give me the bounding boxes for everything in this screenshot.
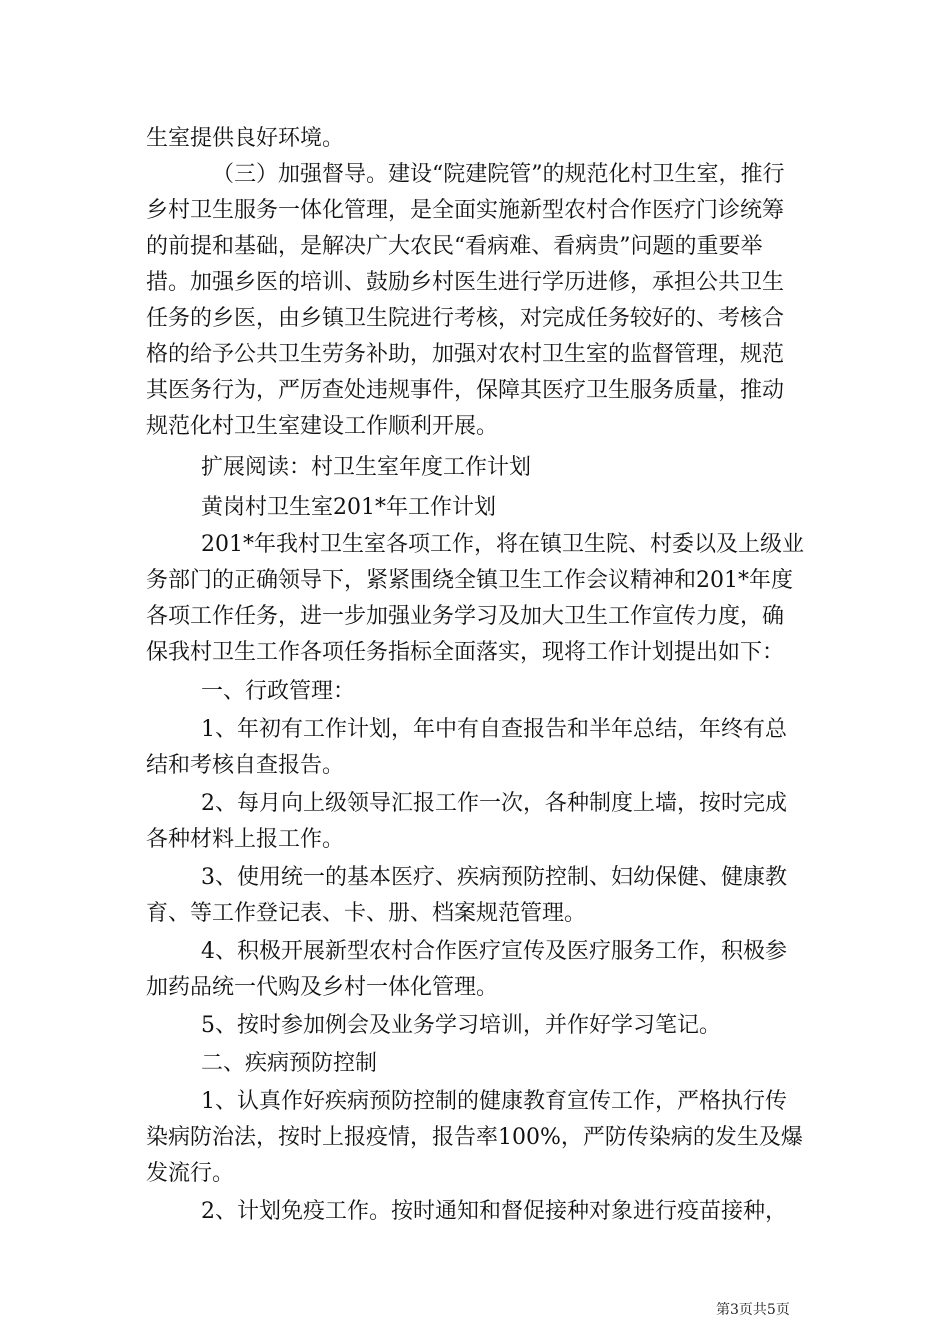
text-line: 各种材料上报工作。	[146, 827, 345, 852]
text-line: 结和考核自查报告。	[146, 753, 345, 778]
text-line: 措。加强乡医的培训、鼓励乡村医生进行学历进修，承担公共卫生	[146, 270, 785, 295]
text-line: 格的给予公共卫生劳务补助，加强对农村卫生室的监督管理，规范	[146, 342, 785, 367]
text-line: 染病防治法，按时上报疫情，报告率100%，严防传染病的发生及爆	[146, 1125, 803, 1150]
section-heading: 二、疾病预防控制	[201, 1051, 378, 1076]
text-line: 乡村卫生服务一体化管理，是全面实施新型农村合作医疗门诊统筹	[146, 198, 785, 223]
text-line: 任务的乡医，由乡镇卫生院进行考核，对完成任务较好的、考核合	[146, 306, 785, 331]
text-line: （三）加强督导。建设“院建院管”的规范化村卫生室，推行	[212, 162, 785, 187]
section-heading: 扩展阅读：村卫生室年度工作计划	[201, 455, 532, 480]
text-line: 5、按时参加例会及业务学习培训，并作好学习笔记。	[201, 1013, 721, 1038]
page-number: 第3页共5页	[716, 1302, 790, 1318]
text-line: 其医务行为，严厉查处违规事件，保障其医疗卫生服务质量，推动	[146, 378, 785, 403]
text-line: 规范化村卫生室建设工作顺利开展。	[146, 414, 499, 439]
text-line: 务部门的正确领导下，紧紧围绕全镇卫生工作会议精神和201*年度	[146, 568, 793, 593]
text-line: 保我村卫生工作各项任务指标全面落实，现将工作计划提出如下：	[146, 640, 785, 665]
text-line: 1、认真作好疾病预防控制的健康教育宣传工作，严格执行传	[201, 1089, 787, 1114]
text-line: 的前提和基础，是解决广大农民“看病难、看病贵”问题的重要举	[146, 234, 763, 259]
text-line: 发流行。	[146, 1161, 235, 1186]
text-line: 1、年初有工作计划，年中有自查报告和半年总结，年终有总	[201, 717, 787, 742]
text-line: 2、计划免疫工作。按时通知和督促接种对象进行疫苗接种，	[201, 1199, 787, 1224]
text-line: 加药品统一代购及乡村一体化管理。	[146, 975, 499, 1000]
document-title: 黄岗村卫生室201*年工作计划	[201, 495, 496, 520]
text-line: 各项工作任务，进一步加强业务学习及加大卫生工作宣传力度，确	[146, 604, 785, 629]
text-line: 生室提供良好环境。	[146, 126, 345, 151]
section-heading: 一、行政管理：	[201, 679, 356, 704]
text-line: 4、积极开展新型农村合作医疗宣传及医疗服务工作，积极参	[201, 939, 787, 964]
text-line: 2、每月向上级领导汇报工作一次，各种制度上墙，按时完成	[201, 791, 787, 816]
text-line: 育、等工作登记表、卡、册、档案规范管理。	[146, 901, 587, 926]
text-line: 3、使用统一的基本医疗、疾病预防控制、妇幼保健、健康教	[201, 865, 787, 890]
text-line: 201*年我村卫生室各项工作，将在镇卫生院、村委以及上级业	[201, 532, 804, 557]
